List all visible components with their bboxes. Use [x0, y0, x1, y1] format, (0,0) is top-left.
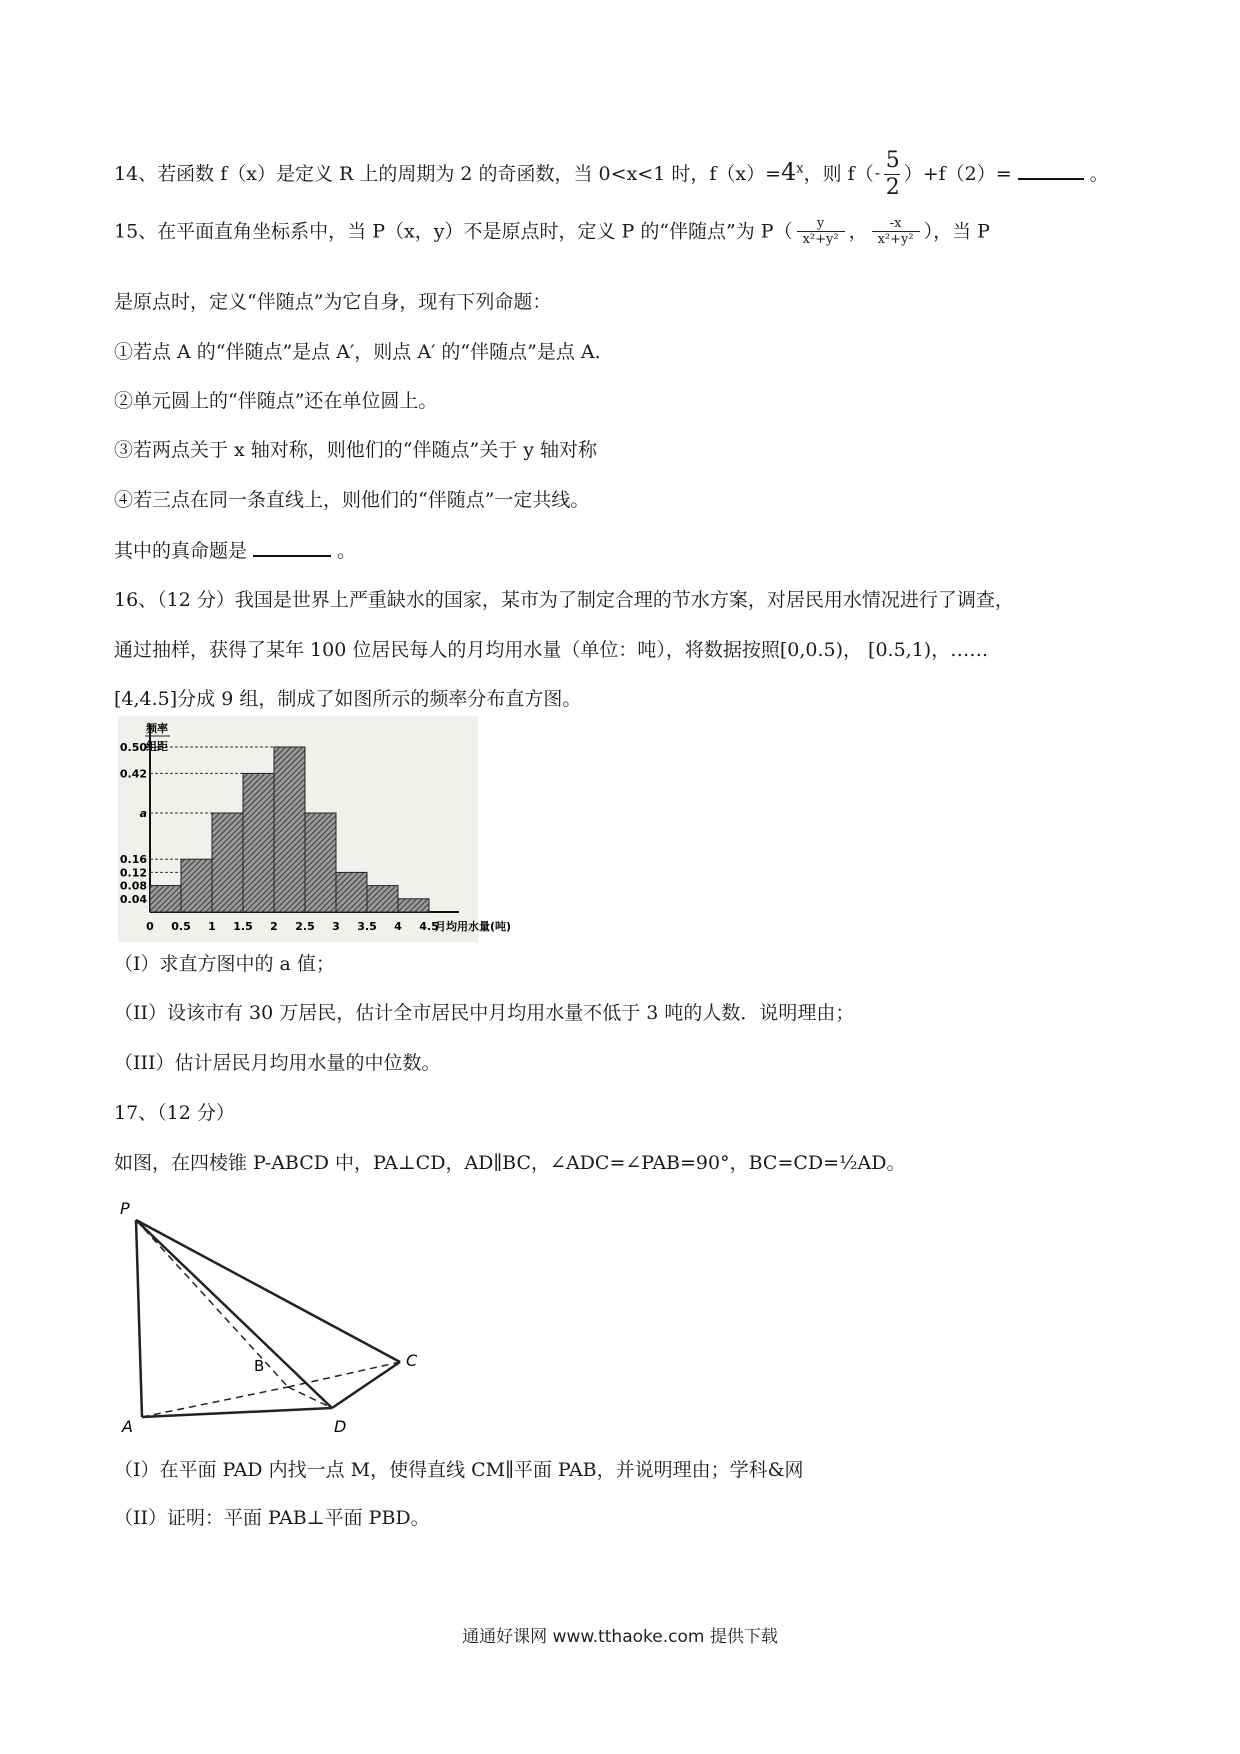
- q15-answer-blank: [253, 537, 331, 557]
- q16-sub-1: （I）求直方图中的 a 值；: [114, 953, 335, 975]
- q15-fraction-1: [797, 217, 845, 248]
- q15-text-post: ），当 P: [923, 220, 990, 243]
- histogram-bar: [305, 813, 336, 912]
- x-tick-label: 3: [332, 920, 340, 933]
- histogram-ylabel-top: 频率: [146, 722, 168, 735]
- q15-f1-num: y: [816, 216, 825, 231]
- edge-AD: [142, 1408, 332, 1417]
- question-14: [114, 148, 1109, 200]
- q16-line-1: 16、（12 分）我国是世界上严重缺水的国家，某市为了制定合理的节水方案，对居民用水情况进行了调查，: [114, 589, 1014, 611]
- q17-stem: 如图，在四棱锥 P-ABCD 中，PA⊥CD，AD∥BC，∠ADC=∠PAB=90°，BC=CD=½AD。: [114, 1152, 906, 1174]
- q14-text-mid: ，则 f（: [803, 163, 874, 185]
- edge-PC: [136, 1220, 400, 1362]
- q16-sub-2: （II）设该市有 30 万居民，估计全市居民中月均用水量不低于 3 吨的人数．说明理由；: [114, 1002, 855, 1024]
- y-tick-label: 0.08: [119, 879, 147, 893]
- y-tick-label: 0.16: [119, 853, 147, 867]
- q15-comma: ，: [848, 220, 868, 243]
- x-tick-label: 3.5: [357, 920, 377, 933]
- q15-f1-den: x²+y²: [797, 231, 845, 248]
- q15-answer-line: [114, 537, 356, 564]
- edge-PD: [136, 1220, 332, 1408]
- q14-frac-den: 2: [885, 175, 900, 200]
- q15-item-2: ②单元圆上的“伴随点”还在单位圆上。: [114, 390, 438, 412]
- q17-sub-1: （I）在平面 PAD 内找一点 M，使得直线 CM∥平面 PAB，并说明理由；学科&网: [114, 1459, 804, 1481]
- y-tick-label: 0.04: [119, 892, 147, 906]
- x-axis-label: 月均用水量(吨): [435, 920, 512, 933]
- q15-item-3: ③若两点关于 x 轴对称，则他们的“伴随点”关于 y 轴对称: [114, 439, 598, 461]
- vertex-P-label: P: [120, 1199, 130, 1218]
- histogram-bar: [150, 886, 181, 912]
- x-tick-label: 1.5: [233, 920, 253, 933]
- q15-line-2: 是原点时，定义“伴随点”为它自身，现有下列命题：: [114, 291, 552, 313]
- histogram-bar: [212, 813, 243, 912]
- q17-title: 17、（12 分）: [114, 1102, 235, 1124]
- q17-sub-2: （II）证明：平面 PAB⊥平面 PBD。: [114, 1507, 430, 1529]
- question-15: [114, 217, 990, 248]
- pyramid-figure: [118, 1192, 438, 1442]
- edge-BD: [288, 1387, 332, 1408]
- vertex-D-label: D: [334, 1417, 347, 1436]
- vertex-B-label: B: [254, 1357, 265, 1375]
- histogram-bar: [181, 859, 212, 912]
- q14-frac-num: 5: [885, 148, 900, 173]
- q14-exponent: x: [796, 161, 804, 177]
- q14-neg-sign: -: [874, 163, 881, 182]
- frequency-histogram: [118, 716, 512, 942]
- q15-answer-end: 。: [337, 540, 357, 562]
- q16-line-3: [4,4.5]分成 9 组，制成了如图所示的频率分布直方图。: [114, 688, 582, 710]
- x-tick-label: 4.5: [419, 920, 439, 933]
- y-tick-label: 0.42: [119, 767, 147, 781]
- histogram-bar: [398, 899, 429, 912]
- x-tick-label: 1: [208, 920, 216, 933]
- q15-item-1: ①若点 A 的“伴随点”是点 A′，则点 A′ 的“伴随点”是点 A.: [114, 341, 601, 363]
- q15-answer-prompt: 其中的真命题是: [114, 540, 248, 562]
- q14-text-end: 。: [1089, 163, 1109, 185]
- x-tick-label: 4: [394, 920, 402, 933]
- y-tick-label: 0.50: [119, 741, 147, 754]
- x-tick-label: 0.5: [171, 920, 191, 933]
- q15-f2-num: -x: [889, 216, 902, 231]
- q14-text-post: ）+f（2）=: [903, 163, 1012, 185]
- q15-fraction-2: [872, 217, 920, 248]
- x-tick-label: 2: [270, 920, 278, 933]
- histogram-bar: [274, 747, 305, 912]
- footer-source: 通通好课网 www.tthaoke.com 提供下载: [462, 1627, 778, 1647]
- y-tick-label: 0.12: [119, 866, 147, 880]
- x-tick-label: 0: [146, 920, 154, 933]
- edge-PA: [136, 1220, 142, 1417]
- q15-f2-den: x²+y²: [872, 231, 920, 248]
- q15-text-pre: 15、在平面直角坐标系中，当 P（x，y）不是原点时，定义 P 的“伴随点”为 P（: [114, 220, 793, 243]
- q14-answer-blank: [1018, 160, 1084, 180]
- vertex-C-label: C: [406, 1351, 418, 1370]
- y-tick-label: a: [139, 807, 147, 820]
- q14-text-pre: 14、若函数 f（x）是定义 R 上的周期为 2 的奇函数，当 0<x<1 时，f（x）=: [114, 163, 781, 185]
- x-tick-label: 2.5: [295, 920, 315, 933]
- histogram-bar: [367, 886, 398, 912]
- q14-base: 4: [781, 158, 797, 186]
- edge-DC: [332, 1362, 400, 1408]
- histogram-bar: [243, 773, 274, 912]
- q14-fraction: [874, 148, 904, 200]
- edge-PB: [136, 1220, 288, 1387]
- q16-sub-3: （III）估计居民月均用水量的中位数。: [114, 1052, 441, 1074]
- histogram-ylabel-bottom: 组距: [146, 740, 168, 753]
- q15-item-4: ④若三点在同一条直线上，则他们的“伴随点”一定共线。: [114, 489, 590, 511]
- histogram-bar: [336, 872, 367, 912]
- q16-line-2: 通过抽样，获得了某年 100 位居民每人的月均用水量（单位：吨），将数据按照[0,0.5)， [0.5,1)，……: [114, 639, 989, 661]
- vertex-A-label: A: [122, 1417, 133, 1436]
